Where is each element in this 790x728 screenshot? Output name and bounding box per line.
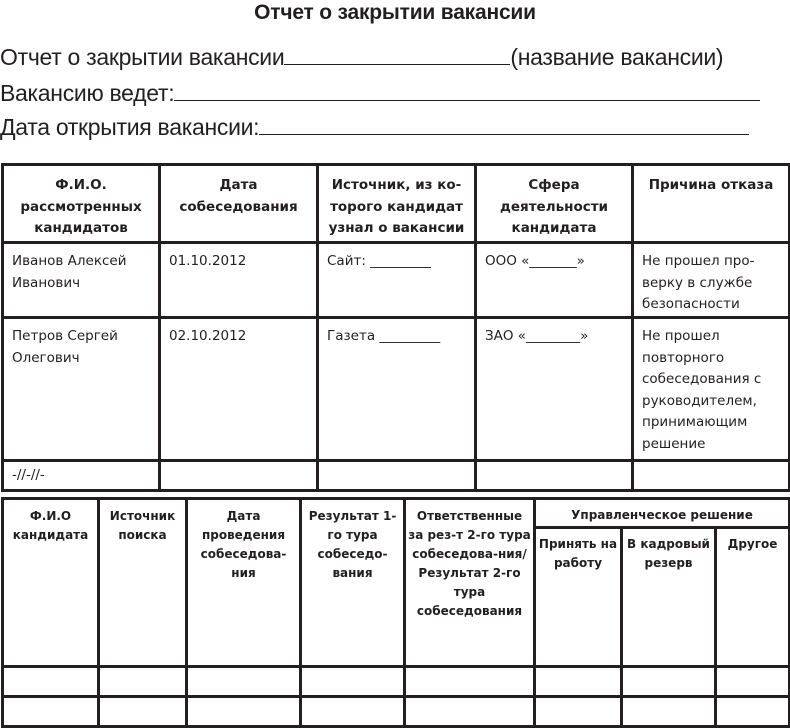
- cell-interview-date[interactable]: 02.10.2012: [160, 318, 318, 461]
- table-header-row: [3, 499, 790, 528]
- cell-field-of-activity[interactable]: ЗАО «________»: [476, 318, 633, 461]
- document-title: Отчет о закрытии вакансии: [254, 1, 536, 24]
- cell-field-of-activity[interactable]: ООО «_______»: [476, 243, 633, 318]
- cell-interview-date[interactable]: [187, 667, 301, 697]
- table-row: [3, 461, 790, 491]
- field-label: Отчет о закрытии вакансии: [0, 44, 285, 70]
- cell-search-source[interactable]: [99, 697, 187, 727]
- field-label: Вакансию ведет:: [0, 80, 175, 106]
- header-search-source: Источник поиска: [99, 499, 187, 667]
- cell-other[interactable]: [716, 667, 790, 697]
- cell-interview-date[interactable]: 01.10.2012: [160, 243, 318, 318]
- vacancy-open-date-blank[interactable]: [259, 114, 749, 135]
- header-field-of-activity: Сфера деятельности кандидата: [476, 165, 633, 243]
- cell-talent-pool[interactable]: [622, 697, 716, 727]
- interview-results-table: [1, 497, 790, 728]
- cell-rejection-reason[interactable]: [633, 461, 790, 491]
- field-vacancy-open-date: [0, 112, 749, 142]
- candidates-table: [1, 163, 790, 492]
- header-round1-result: Результат 1-го тура собеседо-вания: [301, 499, 405, 667]
- field-vacancy-name: [0, 42, 723, 72]
- cell-field-of-activity[interactable]: [476, 461, 633, 491]
- cell-other[interactable]: [716, 697, 790, 727]
- cell-candidate-name[interactable]: [3, 667, 99, 697]
- cell-rejection-reason[interactable]: Не прошел про-верку в службе безопасности: [633, 243, 790, 318]
- cell-interview-date[interactable]: [160, 461, 318, 491]
- header-interview-date: Дата проведения собеседова-ния: [187, 499, 301, 667]
- table-row: [3, 697, 790, 727]
- header-interview-date: Дата собеседования: [160, 165, 318, 243]
- cell-round2-responsible[interactable]: [405, 667, 535, 697]
- cell-round1-result[interactable]: [301, 667, 405, 697]
- field-vacancy-owner: [0, 78, 760, 108]
- table-header-row: [3, 165, 790, 243]
- field-suffix: (название вакансии): [510, 44, 724, 70]
- cell-talent-pool[interactable]: [622, 667, 716, 697]
- header-source: Источник, из ко-торого кандидат узнал о вакансии: [318, 165, 476, 243]
- vacancy-owner-blank[interactable]: [174, 80, 760, 101]
- cell-candidate-name[interactable]: Иванов Алексей Иванович: [3, 243, 160, 318]
- header-rejection-reason: Причина отказа: [633, 165, 790, 243]
- cell-source[interactable]: Газета _________: [318, 318, 476, 461]
- vacancy-name-blank[interactable]: [284, 44, 510, 65]
- cell-candidate-name[interactable]: Петров Сергей Олегович: [3, 318, 160, 461]
- cell-candidate-name[interactable]: -//-//-: [3, 461, 160, 491]
- cell-rejection-reason[interactable]: Не прошел повторного собеседования с руководителем, принимающим решение: [633, 318, 790, 461]
- table-row: [3, 318, 790, 461]
- header-talent-pool: В кадровый резерв: [622, 528, 716, 667]
- header-management-decision: Управленческое решение: [535, 499, 790, 528]
- field-label: Дата открытия вакансии:: [0, 114, 260, 140]
- cell-search-source[interactable]: [99, 667, 187, 697]
- header-candidate-name: Ф.И.О. рассмотренных кандидатов: [3, 165, 160, 243]
- header-other: Другое: [716, 528, 790, 667]
- cell-round2-responsible[interactable]: [405, 697, 535, 727]
- table-row: [3, 243, 790, 318]
- cell-candidate-name[interactable]: [3, 697, 99, 727]
- cell-hire[interactable]: [535, 697, 622, 727]
- header-candidate-name: Ф.И.О кандидата: [3, 499, 99, 667]
- table-row: [3, 667, 790, 697]
- cell-source[interactable]: [318, 461, 476, 491]
- header-hire: Принять на работу: [535, 528, 622, 667]
- cell-round1-result[interactable]: [301, 697, 405, 727]
- cell-source[interactable]: Сайт: _________: [318, 243, 476, 318]
- cell-interview-date[interactable]: [187, 697, 301, 727]
- cell-hire[interactable]: [535, 667, 622, 697]
- header-round2-responsible: Ответственные за рез-т 2-го тура собеседова-ния/ Результат 2-го тура собеседования: [405, 499, 535, 667]
